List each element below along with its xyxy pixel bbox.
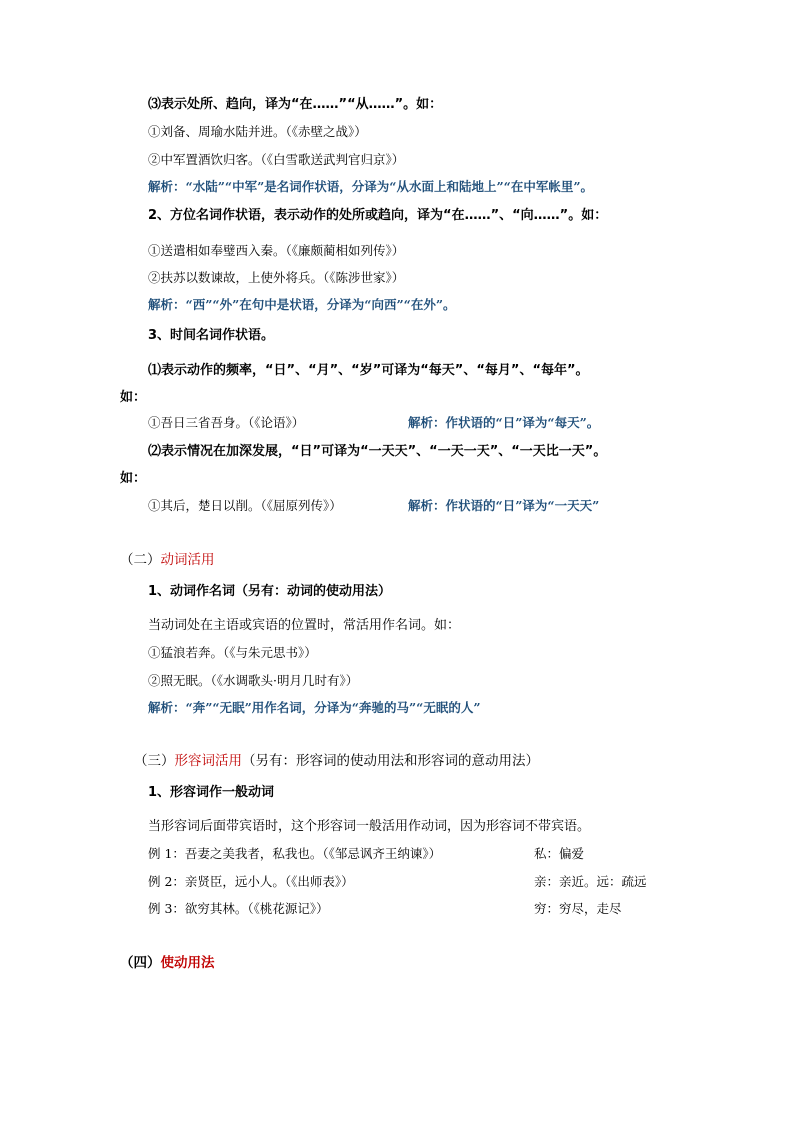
section-4-heading — [120, 954, 215, 972]
analysis-line: 解析：“奔”“无眠”用作名词，分译为“奔驰的马”“无眠的人” — [148, 700, 481, 715]
analysis-line: 解析：“西”“外”在句中是状语，分译为“向西”“在外”。 — [148, 297, 456, 312]
section-4-title: 使动用法 — [160, 955, 215, 971]
example-line: ②中军置酒饮归客。（《白雪歌送武判官归京》） — [148, 152, 405, 167]
body-line: 当形容词后面带宾语时，这个形容词一般活用作动词，因为形容词不带宾语。 — [148, 819, 591, 834]
section-3-heading — [134, 752, 539, 770]
example-line: ①猛浪若奔。（《与朱元思书》） — [148, 645, 317, 660]
verb-point-1-heading: 1、动词作名词（另有：动词的使动用法） — [148, 584, 392, 599]
analysis-line: 解析：“水陆”“中军”是名词作状语，分译为“从水面上和陆地上”“在中军帐里”。 — [148, 179, 594, 194]
example-line: ①其后，楚日以削。（《屈原列传》） — [148, 498, 342, 513]
section-2-heading — [120, 551, 215, 569]
analysis-line: 解析：作状语的“日”译为“每天”。 — [408, 415, 600, 430]
point-2-heading: 2、方位名词作状语，表示动作的处所或趋向，译为“在……”、“向……”。如： — [148, 208, 608, 223]
analysis-line: 解析：作状语的“日”译为“一天天” — [408, 498, 600, 513]
example-1-gloss: 私：偏爱 — [534, 846, 585, 861]
body-line: 当动词处在主语或宾语的位置时，常活用作名词。如： — [148, 618, 461, 633]
section-4-prefix: （四） — [120, 955, 161, 971]
section-2-prefix: （二） — [120, 552, 161, 568]
section-3-prefix: （三） — [134, 753, 175, 769]
example-1: 例 1：吾妻之美我者，私我也。（《邹忌讽齐王纳谏》） — [148, 846, 442, 861]
example-2-gloss: 亲：亲近。远：疏远 — [534, 874, 647, 889]
example-3: 例 3：欲穷其林。（《桃花源记》） — [148, 901, 329, 916]
point-3-heading: 3、时间名词作状语。 — [148, 328, 275, 343]
example-line: ②扶苏以数谏故，上使外将兵。（《陈涉世家》） — [148, 270, 405, 285]
section-3-note: （另有：形容词的使动用法和形容词的意动用法） — [242, 753, 539, 769]
example-line: ①送遣相如奉璧西入秦。（《廉颇蔺相如列传》） — [148, 243, 405, 258]
subpoint-2-heading-wrap: 如： — [120, 471, 147, 486]
example-3-gloss: 穷：穷尽，走尽 — [534, 901, 622, 916]
example-line: ①刘备、周瑜水陆并进。（《赤壁之战》） — [148, 124, 367, 139]
subpoint-1-heading: ⑴表示动作的频率，“日”、“月”、“岁”可译为“每天”、“每月”、“每年”。 — [148, 363, 589, 378]
section-3-title: 形容词活用 — [174, 753, 242, 769]
example-2: 例 2：亲贤臣，远小人。（《出师表》） — [148, 874, 354, 889]
subpoint-1-heading-wrap: 如： — [120, 390, 147, 405]
example-line: ②照无眠。（《水调歌头·明月几时有》） — [148, 673, 359, 688]
example-line: ①吾日三省吾身。（《论语》） — [148, 415, 305, 430]
section-2-title: 动词活用 — [160, 552, 215, 568]
subpoint-3-heading: ⑶表示处所、趋向，译为“在……”“从……”。如： — [148, 97, 443, 112]
adj-point-1-heading: 1、形容词作一般动词 — [148, 785, 275, 800]
subpoint-2-heading: ⑵表示情况在加深发展，“日”可译为“一天天”、“一天一天”、“一天比一天”。 — [148, 444, 607, 459]
